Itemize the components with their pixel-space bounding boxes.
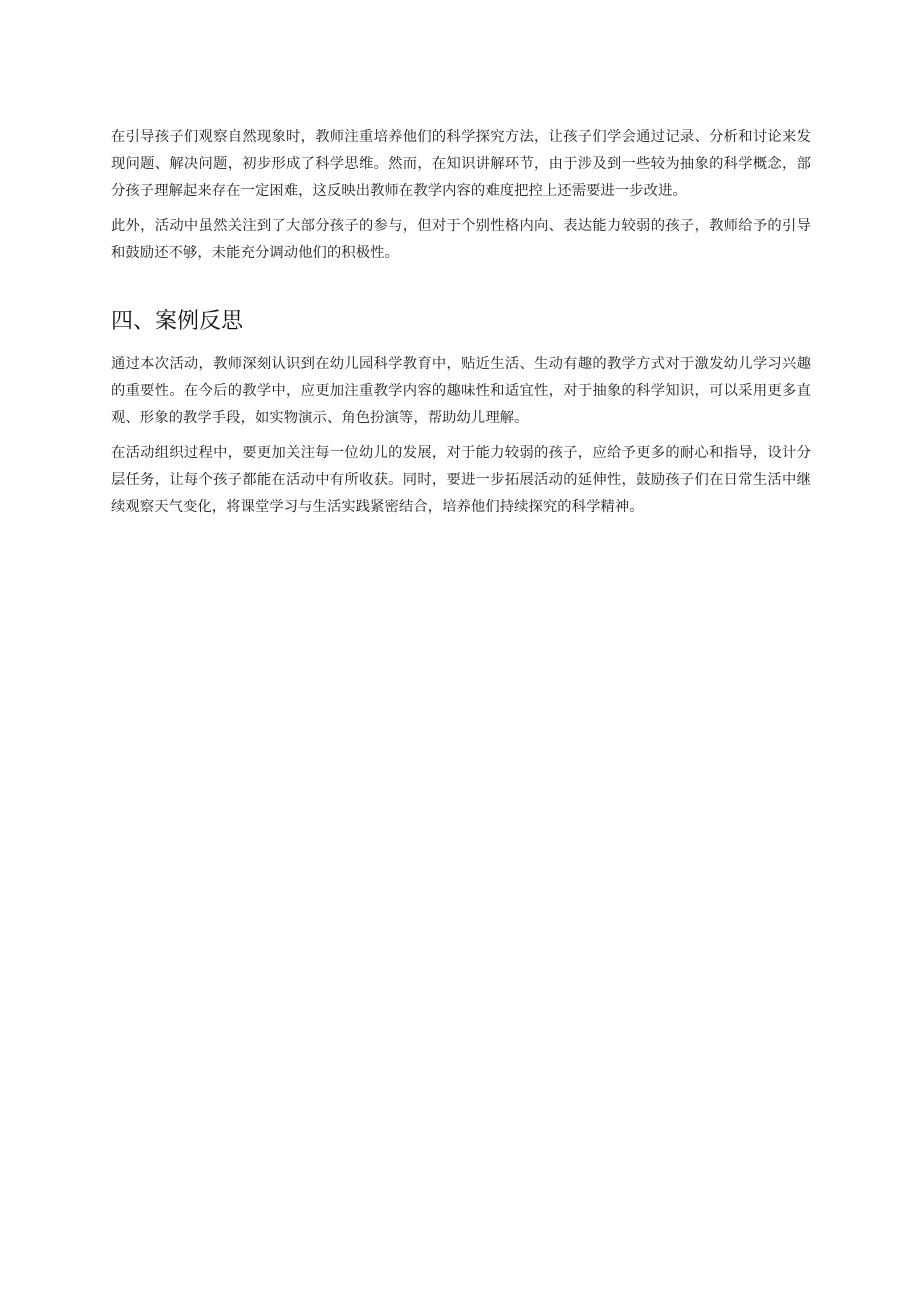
paragraph-participation: 此外，活动中虽然关注到了大部分孩子的参与，但对于个别性格内向、表达能力较弱的孩子，教师给予的引导和鼓励还不够，未能充分调动他们的积极性。 bbox=[111, 218, 811, 261]
paragraph-teaching-insight: 通过本次活动，教师深刻认识到在幼儿园科学教育中，贴近生活、生动有趣的教学方式对于激发幼儿学习兴趣的重要性。在今后的教学中，应更加注重教学内容的趣味性和适宜性，对于抽象的科学知识，可以采用更多直观、形象的教学手段，如实物演示、角色扮演等，帮助幼儿理解。 bbox=[111, 356, 811, 426]
paragraph-future-improvement: 在活动组织过程中，要更加关注每一位幼儿的发展，对于能力较弱的孩子，应给予更多的耐心和指导，设计分层任务，让每个孩子都能在活动中有所收获。同时，要进一步拓展活动的延伸性，鼓励孩子们在日常生活中继续观察天气变化，将课堂学习与生活实践紧密结合，培养他们持续探究的科学精神。 bbox=[111, 445, 811, 515]
document-body bbox=[111, 124, 811, 521]
section-title-case-reflection: 四、案例反思 bbox=[111, 309, 244, 334]
paragraph-observation-methods: 在引导孩子们观察自然现象时，教师注重培养他们的科学探究方法，让孩子们学会通过记录、分析和讨论来发现问题、解决问题，初步形成了科学思维。然而，在知识讲解环节，由于涉及到一些较为抽象的科学概念，部分孩子理解起来存在一定困难，这反映出教师在教学内容的难度把控上还需要进一步改进。 bbox=[111, 129, 811, 199]
